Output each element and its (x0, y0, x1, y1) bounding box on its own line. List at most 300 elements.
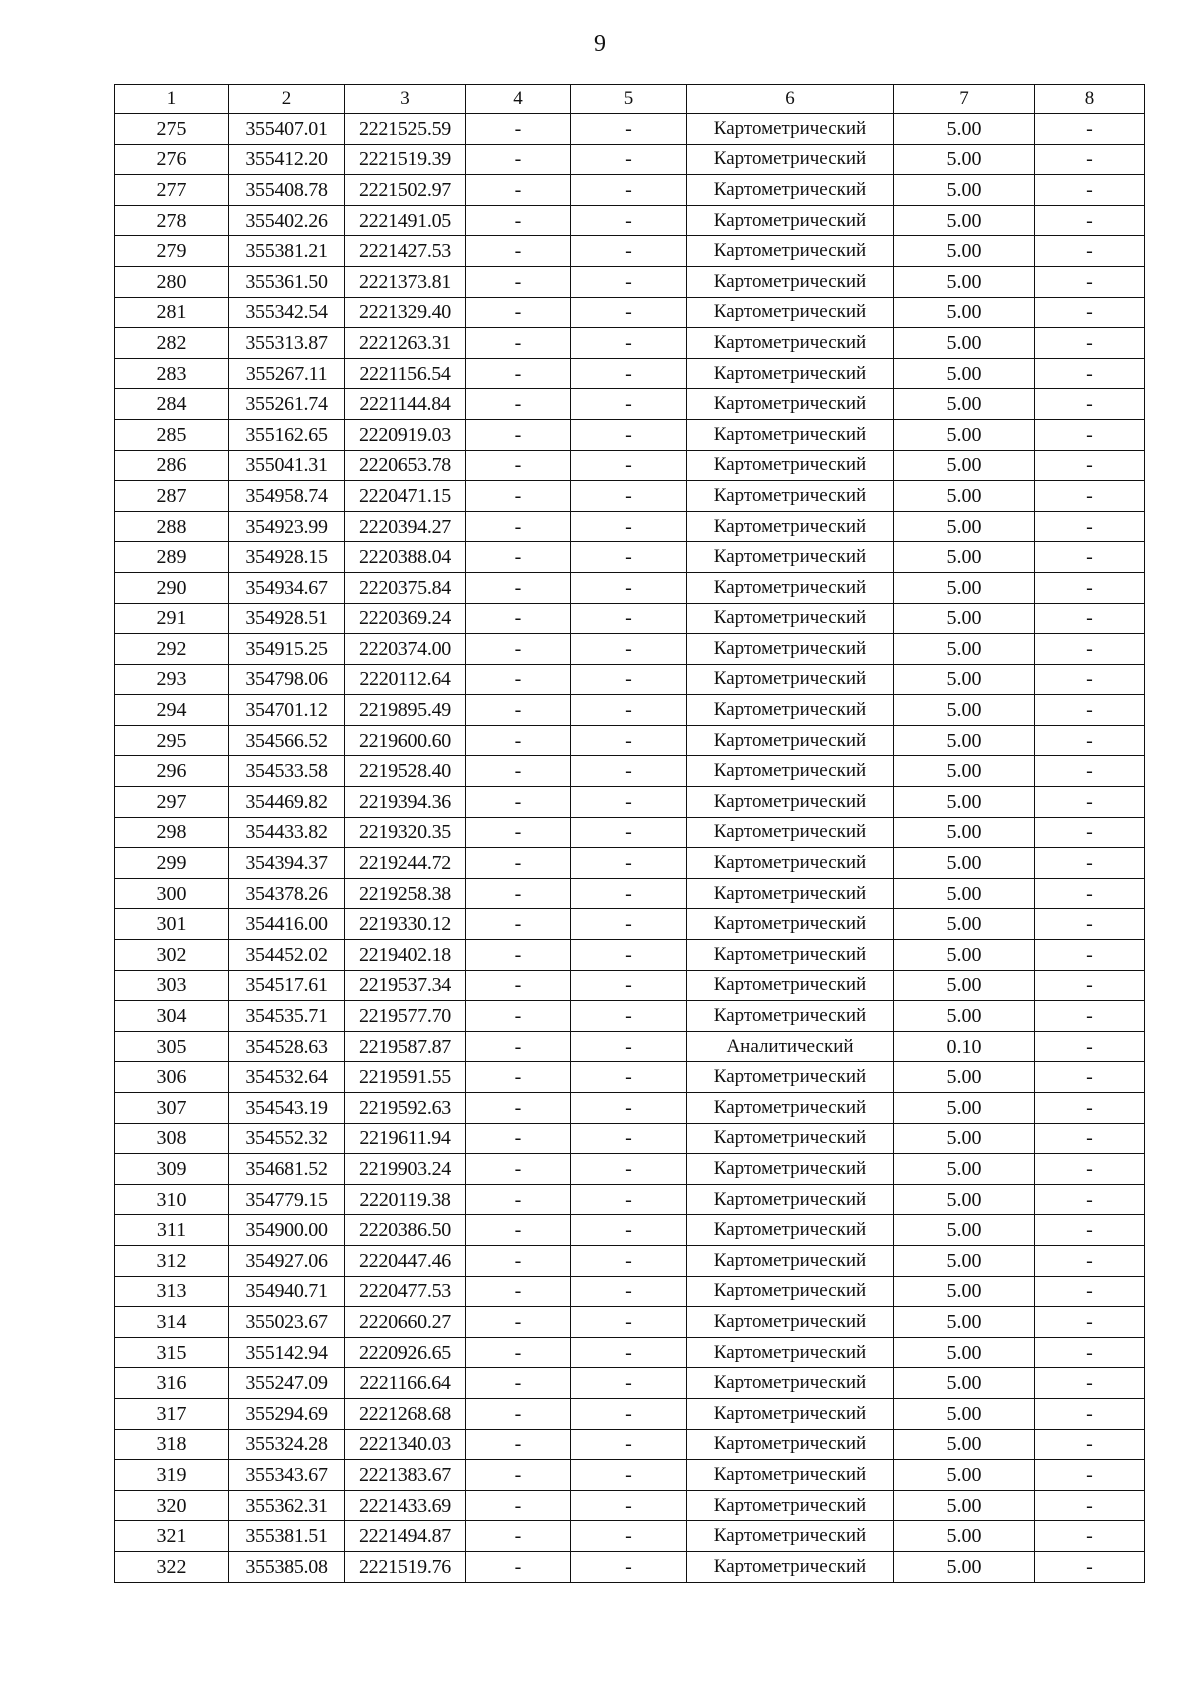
cell-coord-y: 2219258.38 (345, 878, 466, 909)
cell-coord-y: 2220394.27 (345, 511, 466, 542)
cell-coord-y: 2221433.69 (345, 1490, 466, 1521)
cell-coord-x: 354779.15 (229, 1184, 345, 1215)
cell-point-number: 278 (115, 205, 229, 236)
cell-method: Картометрический (687, 266, 894, 297)
cell-accuracy: 5.00 (894, 1368, 1035, 1399)
cell-point-number: 303 (115, 970, 229, 1001)
table-row (115, 634, 1145, 665)
cell-method: Картометрический (687, 817, 894, 848)
cell-coord-y: 2221494.87 (345, 1521, 466, 1552)
cell-col-8: - (1035, 205, 1145, 236)
cell-col-5: - (571, 1184, 687, 1215)
table-row (115, 297, 1145, 328)
cell-coord-y: 2219402.18 (345, 940, 466, 971)
cell-col-8: - (1035, 266, 1145, 297)
cell-method: Картометрический (687, 328, 894, 359)
cell-col-8: - (1035, 572, 1145, 603)
cell-point-number: 304 (115, 1001, 229, 1032)
cell-coord-y: 2221491.05 (345, 205, 466, 236)
cell-accuracy: 5.00 (894, 358, 1035, 389)
cell-coord-y: 2221502.97 (345, 175, 466, 206)
cell-point-number: 275 (115, 114, 229, 145)
cell-coord-y: 2221427.53 (345, 236, 466, 267)
cell-accuracy: 5.00 (894, 236, 1035, 267)
table-row (115, 848, 1145, 879)
cell-point-number: 310 (115, 1184, 229, 1215)
cell-col-4: - (466, 1429, 571, 1460)
cell-coord-x: 355361.50 (229, 266, 345, 297)
cell-coord-x: 354517.61 (229, 970, 345, 1001)
cell-point-number: 311 (115, 1215, 229, 1246)
cell-coord-x: 355408.78 (229, 175, 345, 206)
cell-method: Картометрический (687, 542, 894, 573)
cell-method: Картометрический (687, 634, 894, 665)
cell-method: Картометрический (687, 144, 894, 175)
table-row (115, 1184, 1145, 1215)
cell-accuracy: 5.00 (894, 511, 1035, 542)
cell-col-8: - (1035, 1245, 1145, 1276)
cell-col-4: - (466, 572, 571, 603)
cell-coord-x: 355385.08 (229, 1551, 345, 1582)
header-cell-1: 1 (115, 85, 229, 114)
cell-col-5: - (571, 1123, 687, 1154)
table-row (115, 1398, 1145, 1429)
cell-col-8: - (1035, 1460, 1145, 1491)
cell-col-8: - (1035, 1001, 1145, 1032)
cell-col-5: - (571, 1429, 687, 1460)
cell-coord-x: 354681.52 (229, 1154, 345, 1185)
cell-coord-y: 2220119.38 (345, 1184, 466, 1215)
cell-accuracy: 5.00 (894, 1276, 1035, 1307)
table-row (115, 664, 1145, 695)
header-cell-2: 2 (229, 85, 345, 114)
cell-method: Картометрический (687, 236, 894, 267)
table-row (115, 787, 1145, 818)
cell-coord-x: 354543.19 (229, 1093, 345, 1124)
cell-method: Картометрический (687, 1062, 894, 1093)
table-row (115, 175, 1145, 206)
cell-method: Картометрический (687, 1093, 894, 1124)
cell-point-number: 312 (115, 1245, 229, 1276)
cell-col-5: - (571, 297, 687, 328)
cell-point-number: 307 (115, 1093, 229, 1124)
cell-col-4: - (466, 1001, 571, 1032)
header-cell-5: 5 (571, 85, 687, 114)
cell-point-number: 321 (115, 1521, 229, 1552)
cell-point-number: 286 (115, 450, 229, 481)
cell-method: Картометрический (687, 787, 894, 818)
cell-coord-x: 354378.26 (229, 878, 345, 909)
table-row (115, 542, 1145, 573)
cell-accuracy: 5.00 (894, 695, 1035, 726)
cell-point-number: 291 (115, 603, 229, 634)
cell-col-8: - (1035, 787, 1145, 818)
cell-coord-y: 2219577.70 (345, 1001, 466, 1032)
cell-col-4: - (466, 205, 571, 236)
cell-accuracy: 5.00 (894, 1551, 1035, 1582)
table-row (115, 1031, 1145, 1062)
cell-col-8: - (1035, 634, 1145, 665)
cell-col-8: - (1035, 389, 1145, 420)
cell-method: Картометрический (687, 358, 894, 389)
cell-col-5: - (571, 1154, 687, 1185)
cell-col-4: - (466, 1031, 571, 1062)
cell-accuracy: 5.00 (894, 175, 1035, 206)
table-row (115, 817, 1145, 848)
cell-coord-x: 355343.67 (229, 1460, 345, 1491)
cell-point-number: 285 (115, 419, 229, 450)
cell-col-8: - (1035, 756, 1145, 787)
cell-method: Картометрический (687, 1307, 894, 1338)
cell-col-8: - (1035, 664, 1145, 695)
table-row (115, 1245, 1145, 1276)
cell-coord-y: 2221268.68 (345, 1398, 466, 1429)
cell-coord-x: 354928.15 (229, 542, 345, 573)
cell-col-8: - (1035, 1521, 1145, 1552)
cell-coord-x: 354469.82 (229, 787, 345, 818)
cell-coord-y: 2221340.03 (345, 1429, 466, 1460)
cell-method: Картометрический (687, 511, 894, 542)
cell-accuracy: 5.00 (894, 1307, 1035, 1338)
table-row (115, 572, 1145, 603)
cell-coord-y: 2221156.54 (345, 358, 466, 389)
cell-point-number: 313 (115, 1276, 229, 1307)
cell-col-4: - (466, 144, 571, 175)
cell-coord-x: 355142.94 (229, 1337, 345, 1368)
cell-col-4: - (466, 787, 571, 818)
cell-coord-x: 354416.00 (229, 909, 345, 940)
cell-coord-y: 2219537.34 (345, 970, 466, 1001)
cell-method: Картометрический (687, 175, 894, 206)
cell-col-4: - (466, 328, 571, 359)
cell-col-5: - (571, 1551, 687, 1582)
cell-col-8: - (1035, 1123, 1145, 1154)
cell-col-5: - (571, 1398, 687, 1429)
cell-coord-x: 354532.64 (229, 1062, 345, 1093)
cell-point-number: 294 (115, 695, 229, 726)
cell-col-5: - (571, 878, 687, 909)
cell-col-8: - (1035, 1490, 1145, 1521)
table-row (115, 878, 1145, 909)
cell-col-4: - (466, 664, 571, 695)
cell-coord-x: 354940.71 (229, 1276, 345, 1307)
cell-method: Картометрический (687, 297, 894, 328)
cell-accuracy: 5.00 (894, 297, 1035, 328)
cell-accuracy: 0.10 (894, 1031, 1035, 1062)
cell-col-5: - (571, 1490, 687, 1521)
cell-col-4: - (466, 266, 571, 297)
header-cell-8: 8 (1035, 85, 1145, 114)
table-row (115, 1307, 1145, 1338)
cell-method: Картометрический (687, 1215, 894, 1246)
cell-col-4: - (466, 603, 571, 634)
table-row (115, 1551, 1145, 1582)
cell-col-5: - (571, 756, 687, 787)
cell-method: Картометрический (687, 664, 894, 695)
cell-accuracy: 5.00 (894, 878, 1035, 909)
cell-col-4: - (466, 389, 571, 420)
cell-coord-y: 2220926.65 (345, 1337, 466, 1368)
table-row (115, 1123, 1145, 1154)
cell-point-number: 308 (115, 1123, 229, 1154)
cell-point-number: 293 (115, 664, 229, 695)
cell-method: Картометрический (687, 1521, 894, 1552)
cell-col-4: - (466, 695, 571, 726)
cell-coord-x: 355247.09 (229, 1368, 345, 1399)
cell-col-5: - (571, 1276, 687, 1307)
cell-col-4: - (466, 1398, 571, 1429)
cell-col-5: - (571, 1337, 687, 1368)
cell-col-4: - (466, 419, 571, 450)
cell-col-8: - (1035, 848, 1145, 879)
cell-point-number: 288 (115, 511, 229, 542)
cell-coord-y: 2219895.49 (345, 695, 466, 726)
cell-col-4: - (466, 1368, 571, 1399)
cell-coord-x: 355261.74 (229, 389, 345, 420)
cell-method: Картометрический (687, 1276, 894, 1307)
cell-col-8: - (1035, 695, 1145, 726)
cell-col-5: - (571, 572, 687, 603)
cell-col-8: - (1035, 1215, 1145, 1246)
table-row (115, 1001, 1145, 1032)
cell-method: Картометрический (687, 756, 894, 787)
cell-col-4: - (466, 297, 571, 328)
cell-col-4: - (466, 1062, 571, 1093)
cell-coord-y: 2220388.04 (345, 542, 466, 573)
table-row (115, 603, 1145, 634)
cell-accuracy: 5.00 (894, 664, 1035, 695)
cell-col-8: - (1035, 114, 1145, 145)
cell-accuracy: 5.00 (894, 328, 1035, 359)
cell-col-8: - (1035, 358, 1145, 389)
cell-coord-x: 355041.31 (229, 450, 345, 481)
cell-accuracy: 5.00 (894, 1184, 1035, 1215)
cell-col-4: - (466, 970, 571, 1001)
cell-coord-x: 355412.20 (229, 144, 345, 175)
cell-point-number: 280 (115, 266, 229, 297)
cell-col-5: - (571, 389, 687, 420)
cell-coord-y: 2219903.24 (345, 1154, 466, 1185)
table-row (115, 1062, 1145, 1093)
cell-coord-x: 355381.21 (229, 236, 345, 267)
table-row (115, 909, 1145, 940)
cell-coord-x: 355381.51 (229, 1521, 345, 1552)
cell-coord-y: 2219587.87 (345, 1031, 466, 1062)
cell-col-5: - (571, 358, 687, 389)
cell-col-4: - (466, 542, 571, 573)
cell-method: Картометрический (687, 603, 894, 634)
cell-col-4: - (466, 817, 571, 848)
cell-col-5: - (571, 205, 687, 236)
cell-coord-x: 355267.11 (229, 358, 345, 389)
table-row (115, 1093, 1145, 1124)
cell-point-number: 283 (115, 358, 229, 389)
cell-col-4: - (466, 1215, 571, 1246)
cell-coord-y: 2220919.03 (345, 419, 466, 450)
table-row (115, 940, 1145, 971)
cell-coord-x: 354900.00 (229, 1215, 345, 1246)
cell-col-4: - (466, 909, 571, 940)
cell-accuracy: 5.00 (894, 205, 1035, 236)
cell-accuracy: 5.00 (894, 787, 1035, 818)
cell-col-8: - (1035, 909, 1145, 940)
cell-coord-y: 2221373.81 (345, 266, 466, 297)
cell-coord-y: 2219320.35 (345, 817, 466, 848)
cell-col-8: - (1035, 1337, 1145, 1368)
cell-method: Картометрический (687, 1154, 894, 1185)
cell-coord-y: 2220386.50 (345, 1215, 466, 1246)
cell-coord-y: 2220660.27 (345, 1307, 466, 1338)
cell-col-4: - (466, 1460, 571, 1491)
cell-col-4: - (466, 848, 571, 879)
cell-method: Картометрический (687, 1184, 894, 1215)
cell-coord-y: 2221383.67 (345, 1460, 466, 1491)
cell-accuracy: 5.00 (894, 1154, 1035, 1185)
cell-point-number: 309 (115, 1154, 229, 1185)
cell-coord-x: 354701.12 (229, 695, 345, 726)
cell-col-5: - (571, 817, 687, 848)
cell-method: Картометрический (687, 909, 894, 940)
cell-col-8: - (1035, 297, 1145, 328)
cell-col-5: - (571, 175, 687, 206)
cell-point-number: 276 (115, 144, 229, 175)
cell-col-8: - (1035, 603, 1145, 634)
cell-col-4: - (466, 481, 571, 512)
cell-method: Картометрический (687, 389, 894, 420)
cell-col-5: - (571, 1460, 687, 1491)
cell-col-5: - (571, 114, 687, 145)
cell-coord-y: 2219611.94 (345, 1123, 466, 1154)
cell-accuracy: 5.00 (894, 266, 1035, 297)
cell-col-5: - (571, 1062, 687, 1093)
cell-col-8: - (1035, 725, 1145, 756)
cell-col-8: - (1035, 817, 1145, 848)
cell-point-number: 301 (115, 909, 229, 940)
cell-accuracy: 5.00 (894, 1001, 1035, 1032)
cell-coord-x: 354394.37 (229, 848, 345, 879)
cell-coord-y: 2219591.55 (345, 1062, 466, 1093)
table-header (115, 85, 1145, 114)
cell-col-4: - (466, 634, 571, 665)
cell-coord-y: 2220447.46 (345, 1245, 466, 1276)
cell-accuracy: 5.00 (894, 1460, 1035, 1491)
header-cell-4: 4 (466, 85, 571, 114)
cell-coord-x: 354552.32 (229, 1123, 345, 1154)
cell-accuracy: 5.00 (894, 909, 1035, 940)
cell-col-5: - (571, 603, 687, 634)
cell-method: Картометрический (687, 1429, 894, 1460)
cell-col-5: - (571, 450, 687, 481)
cell-point-number: 277 (115, 175, 229, 206)
cell-accuracy: 5.00 (894, 1062, 1035, 1093)
cell-method: Картометрический (687, 970, 894, 1001)
cell-coord-y: 2221329.40 (345, 297, 466, 328)
table-body (115, 114, 1145, 1583)
cell-col-5: - (571, 1521, 687, 1552)
cell-col-8: - (1035, 144, 1145, 175)
cell-coord-y: 2219528.40 (345, 756, 466, 787)
table-row (115, 236, 1145, 267)
cell-coord-x: 355294.69 (229, 1398, 345, 1429)
table-row (115, 328, 1145, 359)
cell-method: Картометрический (687, 114, 894, 145)
cell-col-8: - (1035, 970, 1145, 1001)
cell-col-4: - (466, 358, 571, 389)
cell-accuracy: 5.00 (894, 1490, 1035, 1521)
cell-col-5: - (571, 909, 687, 940)
cell-coord-x: 354927.06 (229, 1245, 345, 1276)
table-row (115, 450, 1145, 481)
table-row (115, 389, 1145, 420)
cell-col-5: - (571, 1245, 687, 1276)
cell-col-4: - (466, 114, 571, 145)
cell-method: Картометрический (687, 940, 894, 971)
table-row (115, 144, 1145, 175)
cell-coord-y: 2221263.31 (345, 328, 466, 359)
cell-coord-x: 354923.99 (229, 511, 345, 542)
cell-coord-y: 2220375.84 (345, 572, 466, 603)
cell-point-number: 299 (115, 848, 229, 879)
cell-col-5: - (571, 419, 687, 450)
cell-col-5: - (571, 940, 687, 971)
cell-point-number: 320 (115, 1490, 229, 1521)
cell-method: Картометрический (687, 848, 894, 879)
cell-coord-x: 354433.82 (229, 817, 345, 848)
cell-accuracy: 5.00 (894, 940, 1035, 971)
cell-col-4: - (466, 1307, 571, 1338)
cell-col-8: - (1035, 175, 1145, 206)
cell-col-8: - (1035, 1551, 1145, 1582)
cell-method: Картометрический (687, 1460, 894, 1491)
cell-method: Картометрический (687, 205, 894, 236)
cell-accuracy: 5.00 (894, 756, 1035, 787)
cell-point-number: 284 (115, 389, 229, 420)
cell-col-8: - (1035, 878, 1145, 909)
cell-accuracy: 5.00 (894, 817, 1035, 848)
cell-coord-x: 354958.74 (229, 481, 345, 512)
cell-col-5: - (571, 511, 687, 542)
cell-col-5: - (571, 1368, 687, 1399)
cell-col-5: - (571, 970, 687, 1001)
cell-coord-x: 354528.63 (229, 1031, 345, 1062)
cell-point-number: 289 (115, 542, 229, 573)
cell-coord-x: 354535.71 (229, 1001, 345, 1032)
cell-col-8: - (1035, 419, 1145, 450)
cell-col-8: - (1035, 1398, 1145, 1429)
cell-accuracy: 5.00 (894, 572, 1035, 603)
cell-coord-x: 354452.02 (229, 940, 345, 971)
cell-col-4: - (466, 1490, 571, 1521)
cell-col-4: - (466, 1521, 571, 1552)
cell-method: Картометрический (687, 1490, 894, 1521)
cell-point-number: 300 (115, 878, 229, 909)
table-row (115, 1460, 1145, 1491)
cell-col-8: - (1035, 481, 1145, 512)
cell-method: Картометрический (687, 481, 894, 512)
cell-point-number: 281 (115, 297, 229, 328)
cell-col-4: - (466, 1093, 571, 1124)
cell-method: Картометрический (687, 1368, 894, 1399)
cell-coord-x: 354934.67 (229, 572, 345, 603)
cell-col-8: - (1035, 1276, 1145, 1307)
cell-coord-x: 355313.87 (229, 328, 345, 359)
table-row (115, 1490, 1145, 1521)
cell-accuracy: 5.00 (894, 419, 1035, 450)
cell-coord-y: 2221144.84 (345, 389, 466, 420)
cell-method: Картометрический (687, 1398, 894, 1429)
cell-col-5: - (571, 481, 687, 512)
cell-accuracy: 5.00 (894, 389, 1035, 420)
